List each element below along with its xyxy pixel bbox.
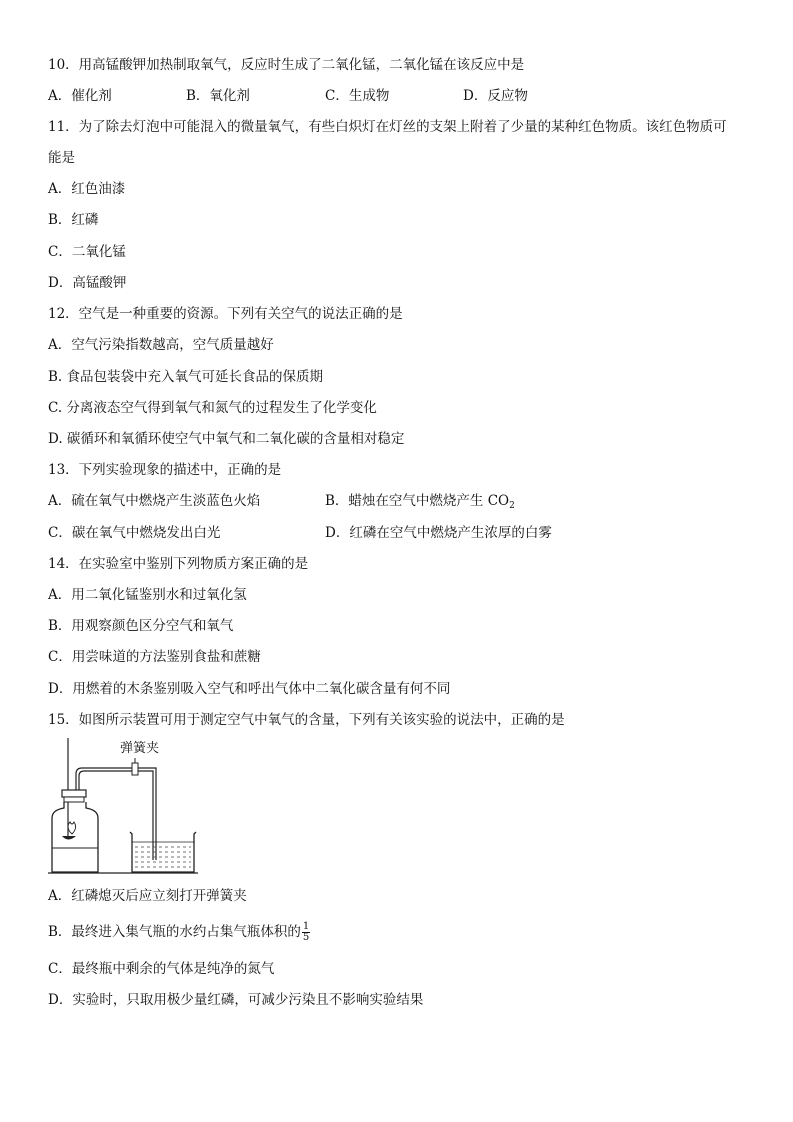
q15-option-b bbox=[48, 922, 310, 943]
q14-option-c: C．用尝味道的方法鉴别食盐和蔗糖 bbox=[48, 649, 261, 665]
q12-option-a: A．空气污染指数越高，空气质量越好 bbox=[48, 337, 274, 353]
q10-option-d: D．反应物 bbox=[463, 88, 528, 104]
one-fifth-fraction bbox=[302, 922, 310, 943]
q10-option-b: B．氧化剂 bbox=[186, 88, 250, 104]
fraction-numerator: 1 bbox=[302, 921, 310, 932]
q14-stem: 14．在实验室中鉴别下列物质方案正确的是 bbox=[48, 556, 309, 572]
q13-option-d: D．红磷在空气中燃烧产生浓厚的白雾 bbox=[325, 525, 552, 541]
q12-option-d: D. 碳循环和氧循环使空气中氧气和二氧化碳的含量相对稳定 bbox=[48, 431, 405, 447]
connecting-tube bbox=[76, 768, 156, 860]
q15-option-a: A．红磷熄灭后应立刻打开弹簧夹 bbox=[48, 888, 247, 904]
q14-option-a: A．用二氧化锰鉴别水和过氧化氢 bbox=[48, 587, 247, 603]
q11-stem-line2: 能是 bbox=[48, 150, 75, 166]
q10-stem: 10．用高锰酸钾加热制取氧气，反应时生成了二氧化锰，二氧化锰在该反应中是 bbox=[48, 57, 525, 73]
fraction-denominator: 5 bbox=[302, 932, 310, 943]
spring-clamp-label: 弹簧夹 bbox=[120, 740, 160, 755]
q13-option-a: A．硫在氧气中燃烧产生淡蓝色火焰 bbox=[48, 493, 261, 509]
q13-option-b-text: B．蜡烛在空气中燃烧产生 CO bbox=[325, 493, 510, 509]
q11-option-d: D．高锰酸钾 bbox=[48, 275, 127, 291]
bottle-stopper bbox=[62, 790, 86, 797]
q10-option-c: C．生成物 bbox=[325, 88, 390, 104]
combustion-spoon bbox=[62, 836, 76, 840]
q12-option-b: B. 食品包装袋中充入氧气可延长食品的保质期 bbox=[48, 369, 324, 385]
q13-option-c: C．碳在氧气中燃烧发出白光 bbox=[48, 525, 221, 541]
spring-clamp-icon bbox=[132, 763, 138, 775]
experiment-apparatus-figure bbox=[48, 736, 208, 876]
beaker bbox=[130, 832, 196, 872]
q13-option-b-subscript: 2 bbox=[509, 501, 515, 511]
gas-collection-bottle bbox=[52, 802, 98, 872]
flame-icon bbox=[68, 822, 76, 834]
q15-stem: 15．如图所示装置可用于测定空气中氧气的含量，下列有关该实验的说法中，正确的是 bbox=[48, 712, 565, 728]
q11-option-a: A．红色油漆 bbox=[48, 181, 126, 197]
q12-stem: 12．空气是一种重要的资源。下列有关空气的说法正确的是 bbox=[48, 306, 403, 322]
q15-option-c: C．最终瓶中剩余的气体是纯净的氮气 bbox=[48, 961, 275, 977]
q10-option-a: A．催化剂 bbox=[48, 88, 112, 104]
q14-option-b: B．用观察颜色区分空气和氧气 bbox=[48, 618, 234, 634]
q15-option-d: D．实验时，只取用极少量红磷，可减少污染且不影响实验结果 bbox=[48, 992, 424, 1008]
q11-option-b: B．红磷 bbox=[48, 212, 99, 228]
q14-option-d: D．用燃着的木条鉴别吸入空气和呼出气体中二氧化碳含量有何不同 bbox=[48, 681, 451, 697]
beaker-water bbox=[135, 847, 191, 867]
q13-option-b bbox=[325, 492, 515, 515]
q11-option-c: C．二氧化锰 bbox=[48, 244, 126, 260]
q13-stem: 13．下列实验现象的描述中，正确的是 bbox=[48, 462, 282, 478]
q12-option-c: C. 分离液态空气得到氧气和氮气的过程发生了化学变化 bbox=[48, 400, 377, 416]
q11-stem-line1: 11．为了除去灯泡中可能混入的微量氧气，有些白炽灯在灯丝的支架上附着了少量的某种红色物质。该红色物质可 bbox=[48, 119, 727, 135]
q15-option-b-text: B．最终进入集气瓶的水约占集气瓶体积的 bbox=[48, 924, 301, 940]
